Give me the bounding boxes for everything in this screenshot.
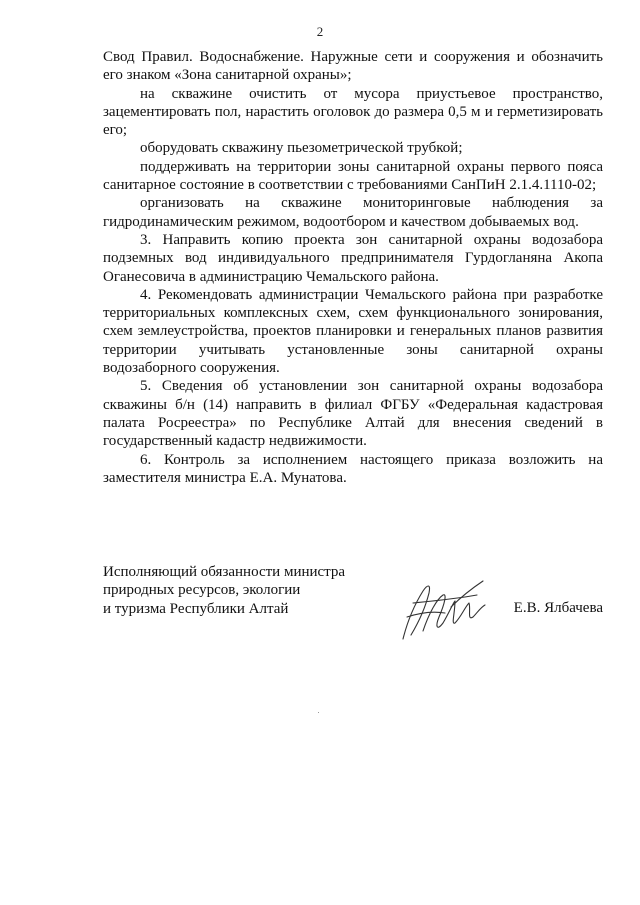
paragraph-monitoring: организовать на скважине мониторинговые наблюдения за гидродинамическим режимом, водоотбором и качеством добываемых вод. [103,195,603,230]
scan-speck [318,712,319,713]
signatory-title-line: природных ресурсов, экологии [103,582,301,599]
paragraph-piezometric-tube: оборудовать скважину пьезометрической трубкой; [140,140,463,157]
paragraph-item-3: 3. Направить копию проекта зон санитарной охраны водозабора подземных вод индивидуального предпринимателя Гурдогланяна Акопа Оганесовича в администрацию Чемальского района. [103,231,603,285]
paragraph-continuation: Свод Правил. Водоснабжение. Наружные сети и сооружения и обозначить его знаком «Зона санитарной охраны»; [103,49,603,84]
signatory-title-line: и туризма Республики Алтай [103,600,289,617]
paragraph-item-6: 6. Контроль за исполнением настоящего приказа возложить на заместителя министра Е.А. Мунатова. [103,451,603,486]
paragraph-wellhead-cleanup: на скважине очистить от мусора приустьевое пространство, зацементировать пол, нарастить оголовок до размера 0,5 м и герметизировать его; [103,85,603,139]
paragraph-item-4: 4. Рекомендовать администрации Чемальского района при разработке территориальных комплексных схем, схем функционального зонирования, схем землеустройства, проектов планировки и генеральных планов развития территории учитывать установленные зоны санитарной охраны водозаборного сооружения. [103,286,603,377]
handwritten-signature [393,573,493,643]
document-body [103,48,603,487]
paragraph-item-5: 5. Сведения об установлении зон санитарной охраны водозабора скважины б/н (14) направить в филиал ФГБУ «Федеральная кадастровая палата Росреестра» по Республике Алтай для внесения сведений в государственный кадастр недвижимости. [103,378,603,450]
page-number: 2 [316,24,324,39]
signatory-title [103,563,363,618]
paragraph-sanitary-condition: поддерживать на территории зоны санитарной охраны первого пояса санитарное состояние в соответствии с требованиями СанПиН 2.1.4.1110-02; [103,158,603,194]
signatory-name: Е.В. Ялбачева [513,600,603,616]
signatory-title-line: Исполняющий обязанности министра [103,564,346,580]
signature-block [103,563,603,653]
